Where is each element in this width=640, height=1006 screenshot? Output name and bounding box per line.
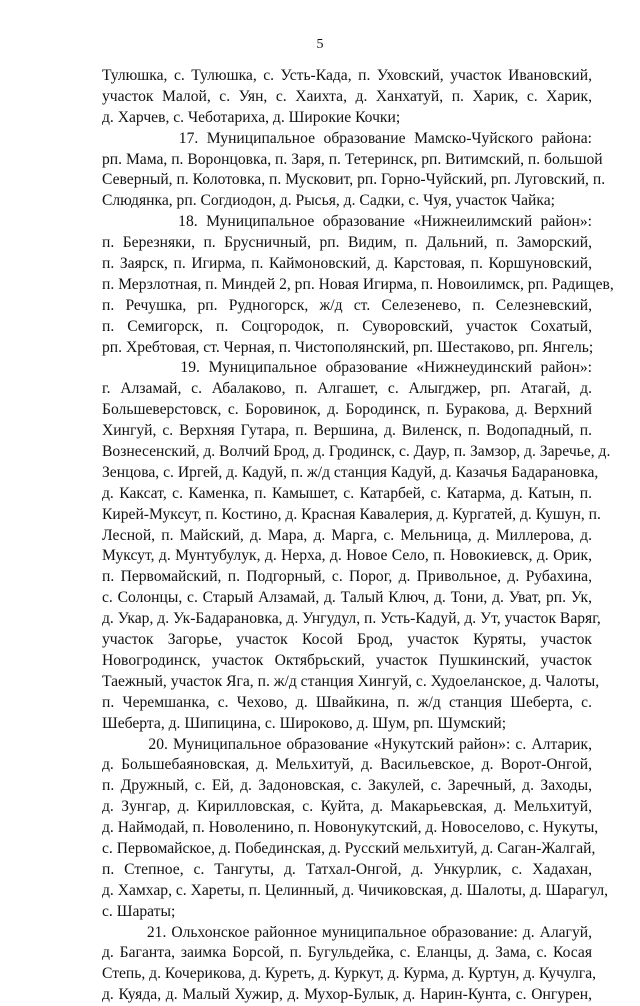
text-line: п. Речушка, рп. Рудногорск, ж/д ст. Селезенево, п. Селезневский, bbox=[102, 296, 592, 314]
text-line: Тулюшка, с. Тулюшка, с. Усть-Када, п. Уховский, участок Ивановский, bbox=[102, 67, 592, 84]
text-line: Большеверстовск, с. Боровинок, д. Бородинск, п. Буракова, д. Верхний bbox=[102, 401, 592, 419]
text-line: рп. Хребтовая, ст. Черная, п. Чистополянский, рп. Шестаково, рп. Янгель; bbox=[102, 338, 594, 356]
text-line: Вознесенский, д. Волчий Брод, д. Гродинск, с. Даур, п. Замзор, д. Заречье, д. bbox=[102, 443, 611, 461]
text-line: Новогродинск, участок Октябрьский, участок Пушкинский, участок bbox=[102, 651, 592, 669]
text-line: д. Куяда, д. Малый Хужир, д. Мухор-Булык, д. Нарин-Кунта, с. Онгурен, bbox=[102, 986, 592, 1004]
text-line: г. Алзамай, с. Абалаково, п. Алгашет, с. Алыгджер, рп. Атагай, д. bbox=[102, 380, 592, 398]
text-line: д. Харчев, с. Чеботариха, д. Широкие Кочки; bbox=[102, 108, 401, 126]
text-line: д. Укар, д. Ук-Бадарановка, д. Унгудул, п. Усть-Кадуй, д. Ут, участок Варяг, bbox=[102, 610, 601, 628]
text-line: Муксут, д. Мунтубулук, д. Нерха, д. Новое Село, п. Новокиевск, д. Орик, bbox=[102, 547, 592, 565]
text-line: п. Березняки, п. Брусничный, рп. Видим, п. Дальний, п. Заморский, bbox=[102, 234, 592, 252]
document-body bbox=[102, 66, 614, 1006]
text-line: Зенцова, с. Иргей, д. Кадуй, п. ж/д станция Кадуй, д. Казачья Бадарановка, bbox=[102, 463, 599, 481]
page-number: 5 bbox=[316, 37, 324, 52]
text-line: д. Большебаяновская, д. Мельхитуй, д. Васильевское, д. Ворот-Онгой, bbox=[102, 756, 592, 774]
text-line: п. Первомайский, п. Подгорный, с. Порог, д. Привольное, д. Рубахина, bbox=[102, 568, 592, 586]
text-line: Северный, п. Колотовка, п. Мусковит, рп. Горно-Чуйский, рп. Луговский, п. bbox=[102, 171, 606, 189]
text-line: Хингуй, с. Верхняя Гутара, п. Вершина, д. Виленск, п. Водопадный, п. bbox=[102, 422, 592, 440]
text-line: д. Наймодай, п. Новоленино, п. Новонукутский, д. Новоселово, с. Нукуты, bbox=[102, 819, 599, 837]
text-line: с. Первомайское, д. Побединская, д. Русский мельхитуй, д. Саган-Жалгай, bbox=[102, 839, 596, 857]
item-18-heading: 18. Муниципальное образование «Нижнеилимский район»: bbox=[102, 213, 592, 231]
text-line: п. Степное, с. Тангуты, д. Татхал-Онгой, д. Ункурлик, с. Хадахан, bbox=[102, 860, 592, 878]
text-line: Шеберта, д. Шипицина, с. Широково, д. Шум, рп. Шумский; bbox=[102, 714, 507, 732]
text-line: п. Семигорск, п. Соцгородок, п. Суворовский, участок Сохатый, bbox=[102, 317, 592, 335]
text-line: участок Малой, с. Уян, с. Хаихта, д. Ханхатуй, п. Харик, с. Харик, bbox=[102, 87, 592, 105]
text-line: д. Баганта, заимка Борсой, п. Бугульдейка, с. Еланцы, д. Зама, с. Косая bbox=[102, 944, 592, 962]
text-line: п. Дружный, с. Ей, д. Задоновская, с. Закулей, с. Заречный, д. Заходы, bbox=[102, 777, 592, 795]
text-line: Лесной, п. Майский, д. Мара, д. Марга, с. Мельница, д. Миллерова, д. bbox=[102, 526, 592, 544]
item-19-heading: 19. Муниципальное образование «Нижнеудинский район»: bbox=[102, 359, 592, 377]
text-line: п. Заярск, п. Игирма, п. Каймоновский, д. Карстовая, п. Коршуновский, bbox=[102, 255, 592, 273]
text-line: д. Зунгар, д. Кирилловская, с. Куйта, д. Макарьевская, д. Мельхитуй, bbox=[102, 798, 592, 816]
text-line: Таежный, участок Яга, п. ж/д станция Хингуй, с. Худоеланское, д. Чалоты, bbox=[102, 672, 600, 690]
text-line: Слюдянка, рп. Согдиодон, д. Рысья, д. Садки, с. Чуя, участок Чайка; bbox=[102, 192, 555, 210]
text-line: п. Черемшанка, с. Чехово, д. Швайкина, п. ж/д станция Шеберта, с. bbox=[102, 693, 592, 711]
text-line: Кирей-Муксут, п. Костино, д. Красная Кавалерия, д. Кургатей, д. Кушун, п. bbox=[102, 505, 601, 523]
text-line: с. Солонцы, с. Старый Алзамай, д. Талый Ключ, д. Тони, д. Уват, рп. Ук, bbox=[102, 589, 592, 607]
item-17-heading: 17. Муниципальное образование Мамско-Чуйского района: bbox=[102, 129, 592, 147]
item-20-heading: 20. Муниципальное образование «Нукутский район»: с. Алтарик, bbox=[102, 735, 592, 753]
text-line: рп. Мама, п. Воронцовка, п. Заря, п. Тетеринск, рп. Витимский, п. большой bbox=[102, 150, 603, 168]
text-line: с. Шараты; bbox=[102, 902, 176, 920]
text-line: участок Загорье, участок Косой Брод, участок Куряты, участок bbox=[102, 631, 592, 649]
item-21-heading: 21. Ольхонское районное муниципальное образование: д. Алагуй, bbox=[102, 923, 592, 941]
text-line: п. Мерзлотная, п. Миндей 2, рп. Новая Игирма, п. Новоилимск, рп. Радищев, bbox=[102, 275, 614, 293]
text-line: д. Каксат, с. Каменка, п. Камышет, с. Катарбей, с. Катарма, д. Катын, п. bbox=[102, 484, 592, 502]
text-line: д. Хамхар, с. Хареты, п. Целинный, д. Чичиковская, д. Шалоты, д. Шарагул, bbox=[102, 881, 609, 899]
text-line: Степь, д. Кочерикова, д. Куреть, д. Куркут, д. Курма, д. Куртун, д. Кучулга, bbox=[102, 965, 597, 983]
